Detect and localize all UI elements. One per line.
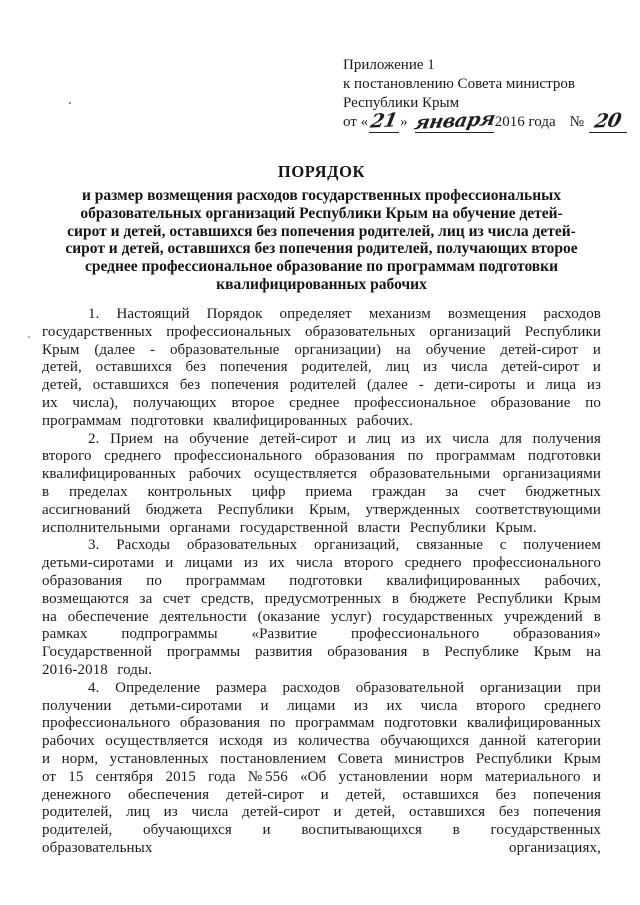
title-line-3: сирот и детей, оставшихся без попечения родителей, лиц из числа детей-: [67, 222, 576, 240]
annex-line-1: Приложение 1: [343, 57, 435, 73]
scan-speck: [69, 102, 71, 104]
date-month-blank: [412, 107, 497, 135]
document-title-block: [42, 163, 601, 294]
title-line-6: квалифицированных рабочих: [216, 275, 427, 293]
handwritten-number: 20: [593, 109, 624, 133]
date-year: 2016 года: [494, 114, 556, 130]
title-line-4: сирот и детей, оставшихся без попечения родителей, получающих второе: [65, 240, 578, 258]
handwritten-day: 21: [369, 109, 400, 133]
paragraph-2: 2. Прием на обучение детей-сирот и лиц из их числа для получения второго среднего профессионального образования по программам подготовки квалифицированных рабочих осуществляется образовательными организациями в пределах контрольных цифр приема граждан за счет бюджетных ассигнований бюджета Республики Крым, утвержденных соответствующими исполнительными органами государственной власти Республики Крым.: [42, 430, 601, 536]
handwritten-month: января: [412, 107, 497, 135]
paragraph-4: 4. Определение размера расходов образовательной организации при получении детьми-сиротами и лицами из их числа второго среднего профессионального образования по программам подготовки квалифицированных рабочих осуществляется исходя из количества обучающихся данной категории и норм, установленных постановлением Совета министров Республики Крым от 15 сентября 2015 года №556 «Об установлении норм материального и денежного обеспечения детей-сирот и детей, оставшихся без попечения родителей, лиц из числа детей-сирот и детей, оставшихся без попечения родителей, обучающихся и воспитывающихся в государственных образовательных организациях,: [42, 679, 601, 856]
annex-date-line: [343, 107, 627, 137]
date-prefix: от «: [343, 114, 369, 130]
date-day-blank: [369, 109, 400, 133]
annex-line-3: Республики Крым: [343, 95, 460, 111]
paragraph-3: 3. Расходы образовательных организаций, связанные с получением детьми-сиротами и лицами из их числа второго среднего профессионального образования по программам подготовки квалифицированных рабочих, возмещаются за счет средств, предусмотренных в бюджете Республики Крым на обеспечение деятельности (оказание услуг) государственных учреждений в рамках подпрограммы «Развитие профессионального образования» Государственной программы развития образования в Республике Крым на 2016-2018 годы.: [42, 537, 601, 678]
title-heading: ПОРЯДОК: [277, 162, 366, 181]
date-number-blank: [589, 109, 627, 133]
paragraph-1: 1. Настоящий Порядок определяет механизм возмещения расходов государственных профессиональных образовательных организаций Республики Крым (далее - образовательные организации) на обучение детей-сирот и детей, оставшихся без попечения родителей, лиц из числа детей-сирот и детей, оставшихся без попечения родителей (далее - дети-сироты и лица из их числа), получающих второе среднее профессиональное образование по программам подготовки квалифицированных рабочих.: [42, 306, 601, 429]
number-sign: №: [569, 114, 584, 130]
annex-line-2: к постановлению Совета министров: [343, 76, 575, 92]
date-after-day: »: [400, 114, 408, 130]
scan-speck: [28, 336, 30, 338]
title-line-5: среднее профессиональное образование по программам подготовки: [84, 258, 559, 276]
annex-reference-block: [343, 56, 627, 137]
document-body: [42, 306, 601, 858]
title-line-2: образовательных организаций Республики Крым на обучение детей-: [80, 204, 563, 222]
title-line-1: и размер возмещения расходов государственных профессиональных: [81, 187, 562, 204]
